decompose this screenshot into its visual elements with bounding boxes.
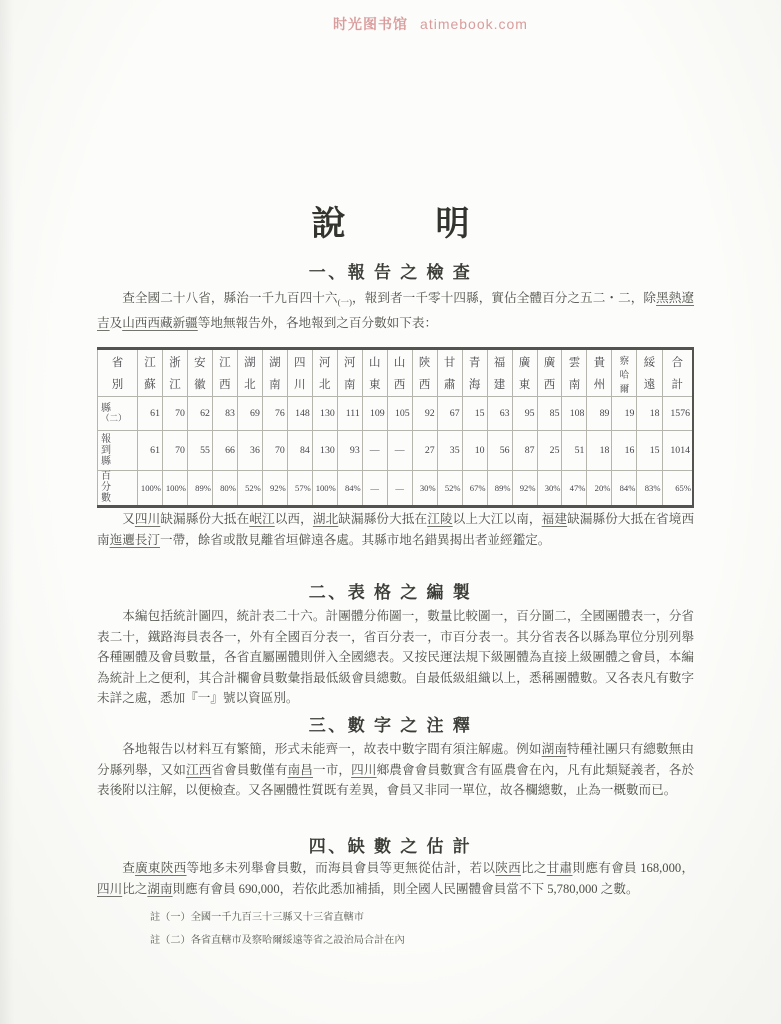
text-segment: 查 — [122, 861, 136, 875]
table-cell: 63 — [487, 397, 512, 431]
table-cell: 25 — [537, 431, 562, 471]
text-segment: 比之 — [521, 861, 547, 875]
table-cell: 52% — [237, 471, 262, 507]
footnote-1: 註（一）全國一千九百三十三縣又十三省直轄市 — [150, 912, 364, 923]
column-header: 福 建 — [487, 349, 512, 397]
page-title-char-1: 說 — [311, 206, 346, 243]
table-cell: 84 — [287, 431, 312, 471]
table-cell: 62 — [187, 397, 212, 431]
table-cell: 80% — [212, 471, 237, 507]
text-segment: 鄉農會會員數實含有區農會在內，凡有此類疑義者，各於表後附以注解，以便檢查。又各團體性質既有差異，會員又非同一單位，故各欄總數，止為一概數而已。 — [97, 762, 695, 797]
column-header: 綏 遠 — [637, 349, 662, 397]
table-cell: 83% — [637, 471, 662, 507]
proper-noun-underlined: 山西西藏新疆 — [122, 315, 198, 330]
proper-noun-underlined: 甘肅 — [546, 861, 573, 875]
row-label: 百 分 數 — [98, 471, 138, 507]
table-cell: 57% — [287, 471, 312, 507]
table-cell: 84% — [612, 471, 637, 507]
paragraph-number-notes — [97, 739, 694, 801]
column-header: 陝 西 — [412, 349, 437, 397]
text-segment: 本編包括統計圖四，統計表二十六。計團體分佈圖一，數量比較圖一，百分圖二，全國團體表一，分省表二十，鐵路海員表各一，外有全國百分表一，省百分表一，市百分表一。其分省表各以縣為單位分別列舉各種團體及會員數量，各省直屬團體則併入全國總表。又按民運法規下級團體為直接上級團體之會員，本編為統計上之便利，其合計欄會員數彙指最低級會員總數。自最低級組織以上，悉稱團體數。又各表凡有數字未詳之處，悉加『一』號以資區別。 — [97, 609, 694, 705]
table-cell: 10 — [462, 431, 487, 471]
column-header: 浙 江 — [162, 349, 187, 397]
column-header-total: 合 計 — [662, 349, 693, 397]
column-header-province: 省 別 — [98, 349, 138, 397]
proper-noun-underlined: 四川 — [134, 512, 161, 526]
table-cell: 66 — [212, 431, 237, 471]
section-heading-number-notes: 三、數 字 之 注 釋 — [308, 716, 473, 735]
table-cell: 108 — [562, 397, 587, 431]
text-segment: 各地報告以材料互有繁簡，形式未能齊一，故表中數字間有須注解處。例如 — [122, 742, 542, 756]
table-cell: 20% — [587, 471, 612, 507]
table-cell: — — [387, 471, 412, 507]
paragraph-table-compilation — [97, 606, 694, 709]
row-label: 縣 （二） — [98, 397, 138, 431]
proper-noun-underlined: 江西 — [185, 762, 212, 777]
table-cell: 69 — [237, 397, 262, 431]
table-cell: 51 — [562, 431, 587, 471]
text-segment: 則應有會員 168,000， — [572, 861, 695, 875]
table-cell: 56 — [487, 431, 512, 471]
table-cell: 92% — [512, 471, 537, 507]
table-cell: 130 — [312, 397, 337, 431]
proper-noun-underlined: 湖南 — [541, 742, 568, 756]
text-segment: 等地多未列舉會員數，而海員會員等更無從估計，若以 — [186, 861, 496, 875]
table-cell: 1576 — [662, 397, 693, 431]
table-cell: 111 — [337, 397, 362, 431]
column-header: 青 海 — [462, 349, 487, 397]
table-cell: 30% — [412, 471, 437, 507]
table-cell: 18 — [587, 431, 612, 471]
column-header: 山 西 — [387, 349, 412, 397]
table-cell: 100% — [138, 471, 163, 507]
proper-noun-underlined: 四川 — [97, 881, 123, 896]
watermark — [40, 14, 781, 34]
text-segment: 及 — [109, 315, 123, 330]
report-table — [97, 347, 694, 508]
page-title-char-2: 明 — [435, 206, 470, 243]
province-report-table — [97, 347, 694, 508]
table-cell: 15 — [637, 431, 662, 471]
column-header: 河 北 — [312, 349, 337, 397]
text-segment: ，報到者一千零十四縣，實佔全體百分之五二・二，除 — [351, 291, 657, 305]
column-header: 察 哈 爾 — [612, 349, 637, 397]
row-label: 報 到 縣 — [98, 431, 138, 471]
column-header: 山 東 — [362, 349, 387, 397]
table-cell: 105 — [387, 397, 412, 431]
table-cell: — — [387, 431, 412, 471]
table-cell: — — [362, 471, 387, 507]
text-segment: 一市， — [313, 762, 352, 777]
table-cell: 15 — [462, 397, 487, 431]
table-cell: 100% — [162, 471, 187, 507]
column-header: 安 徽 — [187, 349, 212, 397]
table-cell: 27 — [412, 431, 437, 471]
proper-noun-underlined: 黑熱遼吉 — [97, 291, 695, 330]
column-header: 貴 州 — [587, 349, 612, 397]
table-cell: 16 — [612, 431, 637, 471]
page-title — [0, 196, 781, 245]
table-cell: 61 — [138, 397, 163, 431]
footnote-2: 註（二）各省直轄市及察哈爾綏遠等省之設治局合計在內 — [150, 935, 405, 946]
text-segment: 缺漏縣份大抵在省境西南 — [97, 512, 695, 547]
table-cell: — — [362, 431, 387, 471]
table-cell: 70 — [162, 431, 187, 471]
text-segment: 特種社團只有總數無由分縣列舉，又如 — [97, 742, 695, 777]
proper-noun-underlined: 四川 — [351, 762, 377, 777]
table-cell: 67% — [462, 471, 487, 507]
text-segment: 查全國二十八省，縣治一千九百四十六 — [122, 291, 338, 305]
text-segment: 比之 — [122, 881, 148, 896]
section-heading-table-compilation: 二、表 格 之 編 製 — [308, 583, 473, 602]
table-cell: 89% — [487, 471, 512, 507]
column-header: 廣 西 — [537, 349, 562, 397]
section-heading-report-check: 一、報 告 之 檢 查 — [308, 263, 473, 282]
table-cell: 18 — [637, 397, 662, 431]
table-cell: 61 — [138, 431, 163, 471]
text-segment: 缺漏縣份大抵在 — [160, 512, 250, 526]
column-header: 四 川 — [287, 349, 312, 397]
table-cell: 148 — [287, 397, 312, 431]
table-cell: 93 — [337, 431, 362, 471]
proper-noun-underlined: 南昌 — [287, 762, 314, 777]
column-header: 湖 北 — [237, 349, 262, 397]
table-cell: 35 — [437, 431, 462, 471]
table-cell: 92 — [412, 397, 437, 431]
table-cell: 92% — [262, 471, 287, 507]
table-cell: 55 — [187, 431, 212, 471]
text-segment: 又 — [122, 512, 135, 526]
table-cell: 67 — [437, 397, 462, 431]
proper-noun-underlined: 陝西 — [495, 861, 522, 875]
column-header: 江 西 — [212, 349, 237, 397]
table-cell: 19 — [612, 397, 637, 431]
table-cell: 85 — [537, 397, 562, 431]
text-segment: 缺漏縣份大抵在 — [338, 512, 428, 526]
section-heading-missing-estimates: 四、缺 數 之 估 計 — [308, 837, 473, 856]
table-cell: 70 — [262, 431, 287, 471]
paragraph-missing-estimates — [97, 858, 694, 899]
table-cell: 95 — [512, 397, 537, 431]
table-cell: 70 — [162, 397, 187, 431]
text-segment: 則應有會員 690,000，若依此悉加補插，則全國人民團體會員當不下 5,780,000 之數。 — [172, 881, 639, 896]
watermark-site-name: 时光图书馆 — [333, 16, 409, 32]
proper-noun-underlined: 廣東陝西 — [135, 861, 187, 875]
paragraph-report-check — [97, 288, 694, 333]
proper-noun-underlined: 湖北 — [312, 512, 339, 526]
table-cell: 100% — [312, 471, 337, 507]
table-cell: 36 — [237, 431, 262, 471]
text-segment: 省會員數僅有 — [211, 762, 288, 777]
footnotes — [150, 906, 405, 952]
column-header: 甘 肅 — [437, 349, 462, 397]
table-cell: 109 — [362, 397, 387, 431]
table-cell: 65% — [662, 471, 693, 507]
column-header: 河 南 — [337, 349, 362, 397]
column-header: 江 蘇 — [138, 349, 163, 397]
table-cell: 130 — [312, 431, 337, 471]
proper-noun-underlined: 迤邐長汀 — [109, 532, 160, 547]
text-segment: 以上大江以南， — [452, 512, 542, 526]
table-cell: 76 — [262, 397, 287, 431]
table-cell: 1014 — [662, 431, 693, 471]
column-header: 廣 東 — [512, 349, 537, 397]
proper-noun-underlined: 湖南 — [147, 881, 173, 896]
table-cell: 89 — [587, 397, 612, 431]
note-reference: (一) — [337, 297, 352, 307]
table-cell: 89% — [187, 471, 212, 507]
table-cell: 52% — [437, 471, 462, 507]
table-cell: 47% — [562, 471, 587, 507]
watermark-site-url: atimebook.com — [420, 16, 528, 32]
proper-noun-underlined: 岷江 — [249, 512, 275, 526]
proper-noun-underlined: 福建 — [541, 512, 568, 526]
text-segment: 以西， — [274, 512, 313, 526]
column-header: 雲 南 — [562, 349, 587, 397]
proper-noun-underlined: 江陵 — [427, 512, 453, 526]
column-header: 湖 南 — [262, 349, 287, 397]
text-segment: 等地無報告外，各地報到之百分數如下表： — [197, 315, 438, 330]
table-cell: 83 — [212, 397, 237, 431]
text-segment: 一帶，餘省或散見離省垣僻遠各處。其縣市地名錯異揭出者並經鑑定。 — [159, 532, 551, 547]
table-cell: 87 — [512, 431, 537, 471]
paragraph-missing-counties — [97, 509, 694, 550]
table-cell: 84% — [337, 471, 362, 507]
table-cell: 30% — [537, 471, 562, 507]
